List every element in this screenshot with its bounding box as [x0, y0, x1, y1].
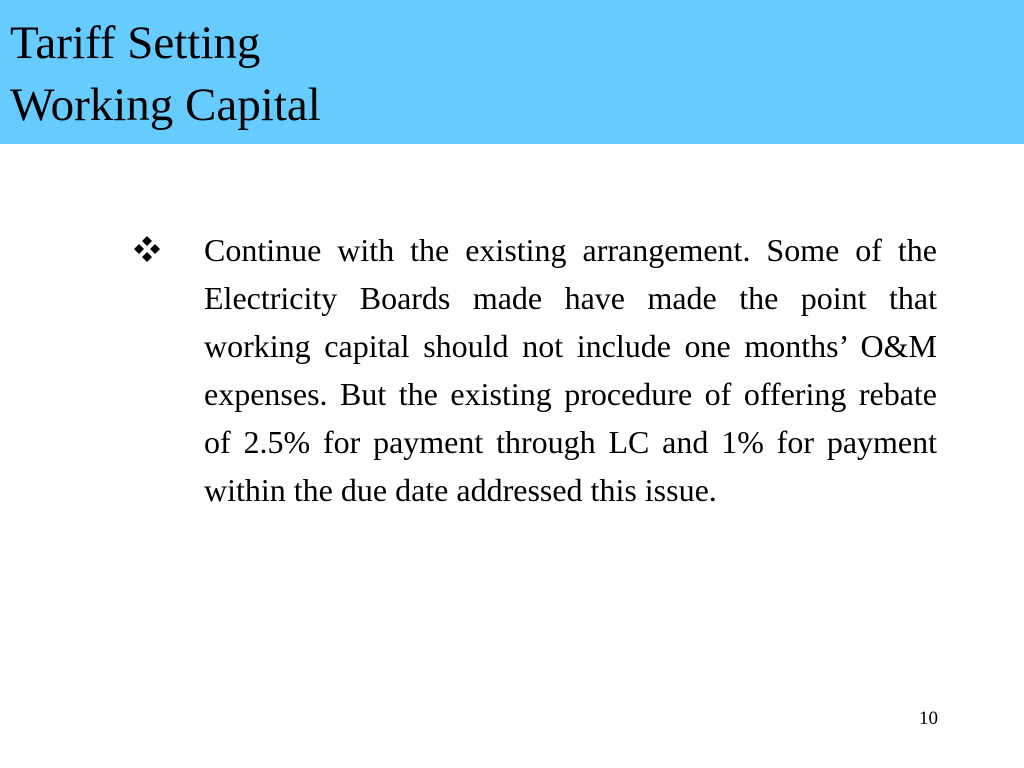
title-line-1: Tariff Setting: [10, 17, 261, 69]
bullet-text: Continue with the existing arrangement. Some of the Electricity Boards made have made the point that working capital should not include one months’ O&M expenses. But the existing procedure of offering rebate of 2.5% for payment through LC and 1% for payment within the due date addressed this issue.: [204, 232, 937, 508]
title-line-2: Working Capital: [10, 79, 321, 131]
page-number: 10: [919, 708, 938, 729]
bullet-item: [132, 226, 937, 514]
four-diamond-bullet-icon: [132, 234, 162, 264]
slide-title: [10, 12, 321, 136]
bullet-list: [132, 226, 937, 514]
title-band: [0, 0, 1024, 144]
